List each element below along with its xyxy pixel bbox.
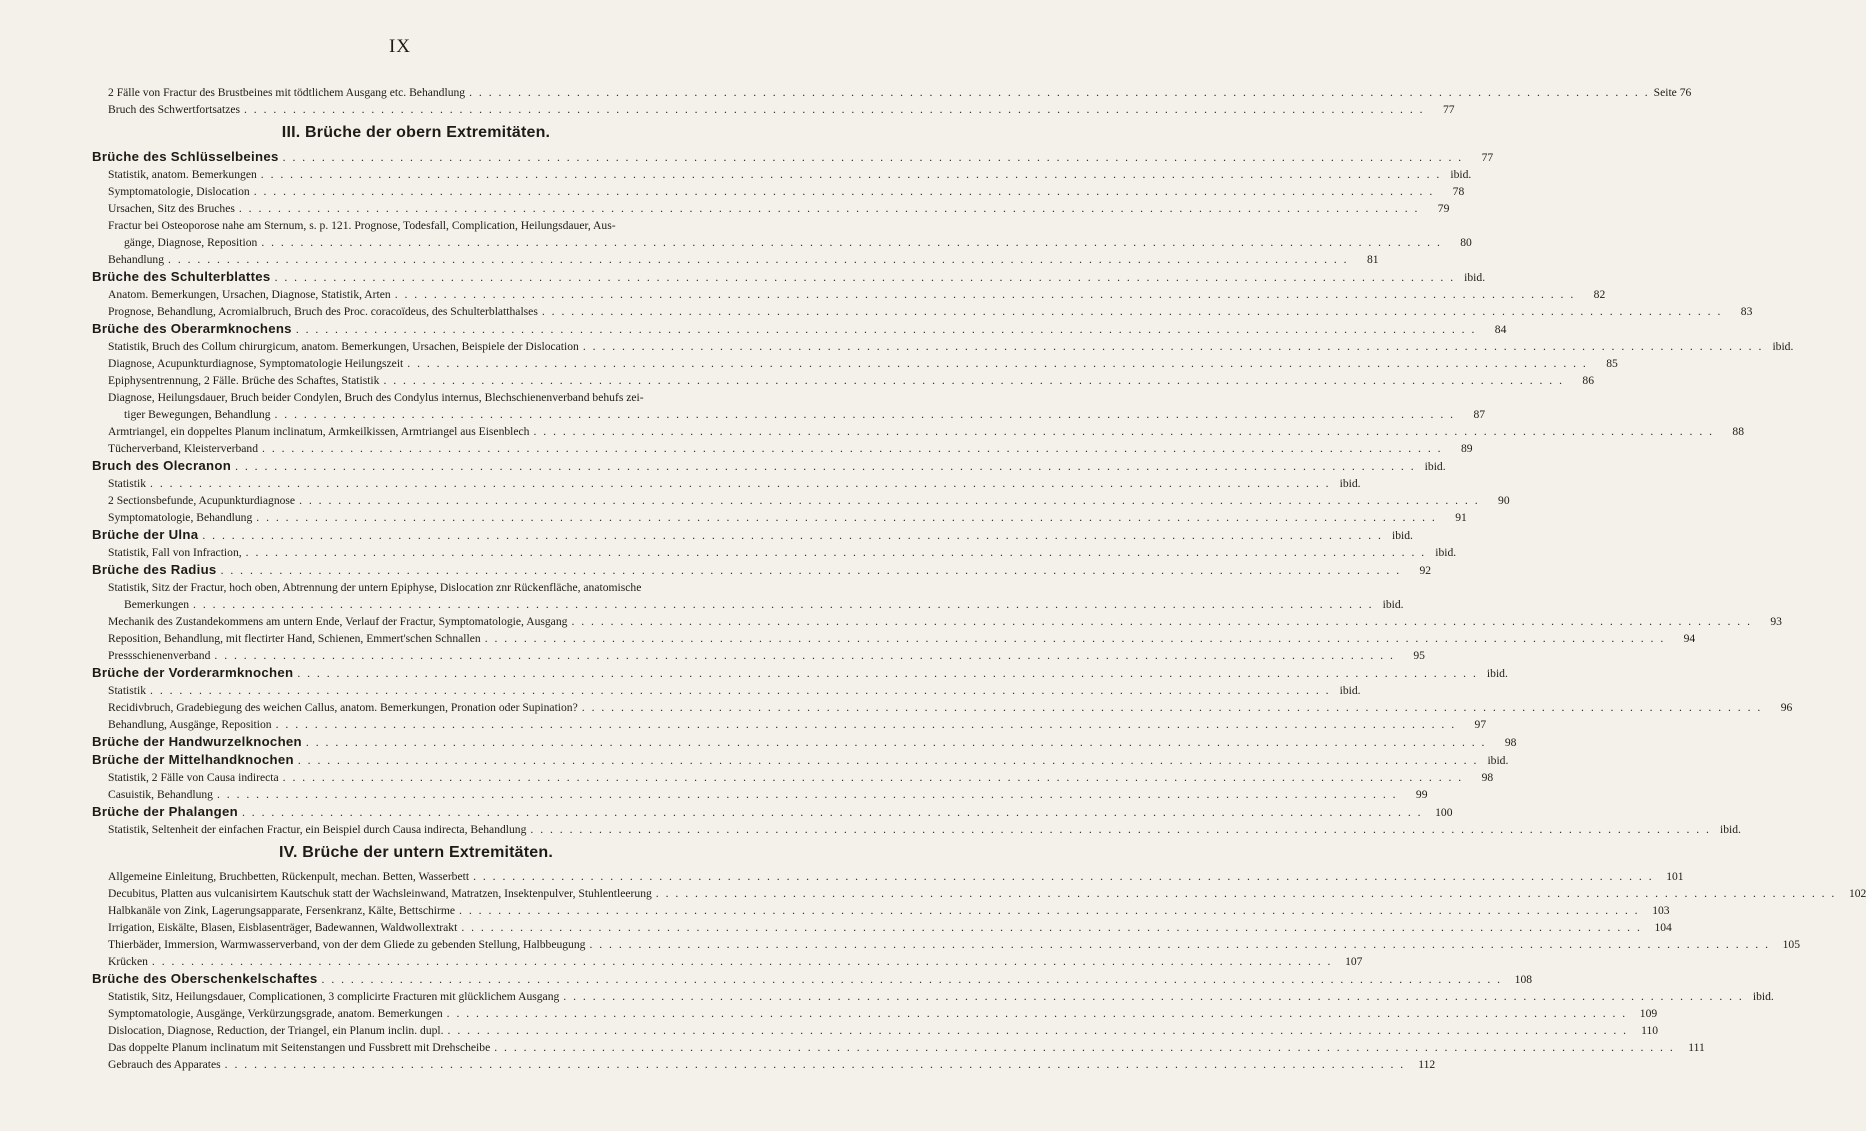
dot-leader	[571, 613, 1752, 630]
toc-entry	[92, 286, 1606, 303]
entry-text: gänge, Diagnose, Reposition	[124, 236, 258, 249]
toc-entry	[92, 1039, 1705, 1056]
page-ref: 77	[1442, 103, 1455, 116]
page-ref: 89	[1460, 442, 1473, 455]
entry-text: Brüche des Radius	[92, 562, 217, 577]
page-ref: 82	[1593, 288, 1606, 301]
toc-chapter	[92, 148, 1494, 166]
page-ref: 95	[1413, 649, 1425, 662]
entry-text: Statistik	[108, 684, 147, 697]
dot-leader	[461, 919, 1642, 936]
page-ref: ibid.	[1772, 340, 1794, 353]
page-ref: ibid.	[1450, 168, 1472, 181]
dot-leader	[283, 149, 1464, 166]
entry-text: Brüche des Oberschenkelschaftes	[92, 971, 318, 986]
page-ref: Seite 76	[1653, 86, 1692, 99]
toc-entry	[92, 101, 1455, 118]
page-ref: 84	[1494, 323, 1507, 336]
dot-leader	[262, 440, 1443, 457]
toc-entry	[92, 769, 1494, 786]
page-ref: 93	[1770, 615, 1782, 628]
entry-text: Thierbäder, Immersion, Warmwasserverband, von der dem Gliede zu gebenden Stellung, Halbbeugung	[108, 938, 586, 951]
toc-entry-continuation	[108, 406, 1486, 423]
toc-entry	[92, 166, 1472, 183]
page-ref: 110	[1641, 1024, 1659, 1037]
toc-chapter	[92, 268, 1486, 286]
toc-entry	[92, 716, 1487, 733]
page-ref: 96	[1780, 701, 1793, 714]
entry-text: Statistik	[108, 477, 147, 490]
toc-chapter	[92, 664, 1508, 682]
entry-text: Bemerkungen	[124, 598, 190, 611]
section-heading-upper-extremities: III. Brüche der obern Extremitäten.	[281, 124, 551, 141]
entry-text: Halbkanäle von Zink, Lagerungsapparate, Fersenkranz, Kälte, Bettschirme	[108, 904, 456, 917]
dot-leader	[447, 1005, 1628, 1022]
page-ref: 109	[1639, 1007, 1658, 1020]
dot-leader	[582, 699, 1763, 716]
toc-entry	[92, 885, 1866, 902]
page-ref: 101	[1666, 870, 1684, 883]
toc-entry-wrapped	[92, 217, 1472, 251]
page-ref: 102	[1848, 887, 1866, 900]
page-ref: 111	[1688, 1041, 1705, 1054]
toc-entry	[92, 509, 1467, 526]
entry-text: Symptomatologie, Behandlung	[108, 511, 253, 524]
entry-text: tiger Bewegungen, Behandlung	[124, 408, 271, 421]
page-ref: 100	[1435, 806, 1453, 819]
dot-leader	[542, 303, 1723, 320]
entry-text: 2 Sectionsbefunde, Acupunkturdiagnose	[108, 494, 296, 507]
page-ref: 87	[1473, 408, 1486, 421]
entry-text: Symptomatologie, Dislocation	[108, 185, 250, 198]
dot-leader	[589, 936, 1770, 953]
entry-text: Krücken	[108, 955, 148, 968]
toc-entry	[92, 988, 1774, 1005]
dot-leader	[150, 682, 1331, 699]
dot-leader	[214, 647, 1395, 664]
dot-leader	[217, 786, 1398, 803]
page-number: IX	[388, 36, 412, 57]
toc-entry	[92, 440, 1473, 457]
page-ref: 90	[1498, 494, 1510, 507]
page-ref: 105	[1782, 938, 1800, 951]
entry-text: Irrigation, Eiskälte, Blasen, Eisblasenträger, Badewannen, Waldwollextrakt	[108, 921, 458, 934]
entry-text: Casuistik, Behandlung	[108, 788, 213, 801]
entry-text: Symptomatologie, Ausgänge, Verkürzungsgrade, anatom. Bemerkungen	[108, 1007, 443, 1020]
entry-text: Statistik, 2 Fälle von Causa indirecta	[108, 771, 279, 784]
page-ref: 94	[1683, 632, 1696, 645]
entry-text: 2 Fälle von Fractur des Brustbeines mit tödtlichem Ausgang etc. Behandlung	[108, 86, 466, 99]
toc-entry	[92, 953, 1363, 970]
toc-entry	[92, 786, 1428, 803]
section-lower-extremities	[92, 868, 1866, 1073]
entry-text: Brüche des Schlüsselbeines	[92, 149, 279, 164]
dot-leader	[235, 458, 1416, 475]
page-ref: 107	[1345, 955, 1363, 968]
toc-entry	[92, 699, 1793, 716]
page-ref: ibid.	[1339, 477, 1361, 490]
toc-entry	[92, 423, 1745, 440]
toc-entry	[92, 338, 1794, 355]
dot-leader	[299, 492, 1480, 509]
toc-chapter	[92, 970, 1533, 988]
page-ref: 112	[1418, 1058, 1436, 1071]
toc-entry-wrapped	[92, 389, 1486, 423]
page-ref: 98	[1504, 736, 1517, 749]
dot-leader	[261, 166, 1442, 183]
toc-entry	[92, 868, 1684, 885]
entry-text: Behandlung	[108, 253, 165, 266]
dot-leader	[322, 971, 1503, 988]
entry-text: Brüche der Handwurzelknochen	[92, 734, 302, 749]
dot-leader	[193, 596, 1374, 613]
dot-leader	[150, 475, 1331, 492]
toc-chapter	[92, 526, 1413, 544]
entry-text: Brüche der Mittelhandknochen	[92, 752, 294, 767]
entry-text: Brüche des Oberarmknochens	[92, 321, 292, 336]
dot-leader	[296, 321, 1477, 338]
toc-chapter	[92, 803, 1453, 821]
toc-entry	[92, 84, 1692, 101]
entry-text: Das doppelte Planum inclinatum mit Seitenstangen und Fussbrett mit Drehscheibe	[108, 1041, 491, 1054]
page-ref: 92	[1419, 564, 1432, 577]
entry-text: Brüche der Phalangen	[92, 804, 238, 819]
entry-text-first-line: Statistik, Sitz der Fractur, hoch oben, Abtrennung der untern Epiphyse, Dislocation znr Rückenfläche, anatomische	[108, 581, 642, 594]
dot-leader	[494, 1039, 1675, 1056]
entry-text: Statistik, Bruch des Collum chirurgicum, anatom. Bemerkungen, Ursachen, Beispiele der Dislocation	[108, 340, 579, 353]
toc-entry	[92, 1056, 1436, 1073]
dot-leader	[242, 804, 1423, 821]
entry-text: Brüche des Schulterblattes	[92, 269, 271, 284]
section-upper-extremities	[92, 148, 1794, 838]
dot-leader	[297, 665, 1478, 682]
page-ref: 79	[1437, 202, 1450, 215]
page-ref: 108	[1514, 973, 1533, 986]
toc-entry-continuation	[108, 234, 1472, 251]
entry-text: Statistik, Fall von Infraction,	[108, 546, 242, 559]
toc-entry	[92, 355, 1618, 372]
toc-entry	[92, 630, 1696, 647]
dot-leader	[275, 406, 1456, 423]
page-ref: ibid.	[1752, 990, 1774, 1003]
entry-text: Pressschienenverband	[108, 649, 211, 662]
entry-text: Diagnose, Acupunkturdiagnose, Symptomatologie Heilungszeit	[108, 357, 404, 370]
page-ref: 83	[1740, 305, 1753, 318]
entry-text: Prognose, Behandlung, Acromialbruch, Bruch des Proc. coracoïdeus, des Schulterblatthalses	[108, 305, 538, 318]
page-ref: 104	[1654, 921, 1672, 934]
toc-entry	[92, 902, 1670, 919]
entry-text: Epiphysentrennung, 2 Fälle. Brüche des Schaftes, Statistik	[108, 374, 380, 387]
toc-entry	[92, 821, 1741, 838]
page-ref: 88	[1732, 425, 1745, 438]
dot-leader	[168, 251, 1349, 268]
toc-entry	[92, 492, 1510, 509]
dot-leader	[306, 734, 1487, 751]
dot-leader	[448, 1022, 1629, 1039]
entry-text: Mechanik des Zustandekommens am untern Ende, Verlauf der Fractur, Symptomatologie, Ausgang	[108, 615, 568, 628]
entry-text: Anatom. Bemerkungen, Ursachen, Diagnose, Statistik, Arten	[108, 288, 391, 301]
entry-text: Behandlung, Ausgänge, Reposition	[108, 718, 272, 731]
page-ref: 86	[1582, 374, 1594, 387]
toc-entry	[92, 183, 1465, 200]
entry-text: Decubitus, Platten aus vulcanisirtem Kautschuk statt der Wachsleinwand, Matratzen, Insektenpulver, Stuhlentleerung	[108, 887, 652, 900]
dot-leader	[469, 84, 1650, 101]
toc-chapter	[92, 751, 1509, 769]
entry-text: Armtriangel, ein doppeltes Planum inclinatum, Armkeilkissen, Armtriangel aus Eisenblech	[108, 425, 530, 438]
entry-text-first-line: Fractur bei Osteoporose nahe am Sternum, s. p. 121. Prognose, Todesfall, Complication, Heilungsdauer, Aus-	[108, 219, 616, 232]
toc-entry	[92, 1005, 1658, 1022]
page-ref: ibid.	[1424, 460, 1446, 473]
dot-leader	[244, 101, 1425, 118]
entry-text: Recidivbruch, Gradebiegung des weichen Callus, anatom. Bemerkungen, Pronation oder Supination?	[108, 701, 578, 714]
dot-leader	[407, 355, 1588, 372]
page-ref: 97	[1474, 718, 1487, 731]
entry-text: Allgemeine Einleitung, Bruchbetten, Rückenpult, mechan. Betten, Wasserbett	[108, 870, 470, 883]
dot-leader	[395, 286, 1576, 303]
toc-entry	[92, 372, 1594, 389]
toc-entry	[92, 200, 1450, 217]
entry-text: Ursachen, Sitz des Bruches	[108, 202, 235, 215]
section-heading-lower-extremities: IV. Brüche der untern Extremitäten.	[278, 844, 554, 861]
toc-chapter	[92, 320, 1507, 338]
page-ref: 85	[1606, 357, 1618, 370]
entry-text: Dislocation, Diagnose, Reduction, der Triangel, ein Planum inclin. dupl.	[108, 1024, 444, 1037]
dot-leader	[473, 868, 1654, 885]
dot-leader	[563, 988, 1744, 1005]
entry-text: Tücherverband, Kleisterverband	[108, 442, 259, 455]
toc-entry	[92, 303, 1753, 320]
page-ref: ibid.	[1464, 271, 1486, 284]
page-ref: ibid.	[1435, 546, 1457, 559]
dot-leader	[275, 269, 1456, 286]
toc-entry	[92, 1022, 1659, 1039]
entry-text: Reposition, Behandlung, mit flectirter Hand, Schienen, Emmert'schen Schnallen	[108, 632, 481, 645]
toc-entry	[92, 475, 1361, 492]
page-ref: 98	[1481, 771, 1494, 784]
toc-chapter	[92, 733, 1517, 751]
dot-leader	[256, 509, 1437, 526]
dot-leader	[283, 769, 1464, 786]
toc-entry-continuation	[108, 596, 1404, 613]
page-ref: ibid.	[1486, 667, 1508, 680]
table-of-contents	[92, 84, 1866, 1073]
page-ref: ibid.	[1487, 754, 1509, 767]
page-ref: 78	[1452, 185, 1465, 198]
toc-entry	[92, 613, 1782, 630]
entry-text: Bruch des Olecranon	[92, 458, 232, 473]
toc-chapter	[92, 457, 1446, 475]
page-ref: 99	[1415, 788, 1428, 801]
dot-leader	[583, 338, 1764, 355]
entry-text: Bruch des Schwertfortsatzes	[108, 103, 240, 116]
page-ref: 91	[1455, 511, 1467, 524]
toc-entry	[92, 251, 1379, 268]
toc-entry	[92, 936, 1800, 953]
toc-entry	[92, 682, 1361, 699]
page-ref: 103	[1652, 904, 1670, 917]
toc-chapter	[92, 561, 1432, 579]
intro-entries	[92, 84, 1692, 118]
entry-text: Brüche der Ulna	[92, 527, 199, 542]
dot-leader	[152, 953, 1333, 970]
dot-leader	[276, 716, 1457, 733]
entry-text: Statistik, Seltenheit der einfachen Fractur, ein Beispiel durch Causa indirecta, Behandlung	[108, 823, 527, 836]
page-ref: ibid.	[1391, 529, 1413, 542]
entry-text: Brüche der Vorderarmknochen	[92, 665, 294, 680]
dot-leader	[485, 630, 1666, 647]
dot-leader	[261, 234, 1442, 251]
dot-leader	[656, 885, 1837, 902]
dot-leader	[225, 1056, 1406, 1073]
toc-entry	[92, 919, 1672, 936]
dot-leader	[239, 200, 1420, 217]
page-ref: ibid.	[1720, 823, 1741, 836]
dot-leader	[383, 372, 1564, 389]
entry-text: Statistik, Sitz, Heilungsdauer, Complicationen, 3 complicirte Fracturen mit glücklichem Ausgang	[108, 990, 560, 1003]
dot-leader	[459, 902, 1640, 919]
toc-entry	[92, 544, 1457, 561]
dot-leader	[254, 183, 1435, 200]
page-ref: 80	[1460, 236, 1472, 249]
toc-entry-wrapped	[92, 579, 1404, 613]
page-ref: 81	[1366, 253, 1379, 266]
entry-text-first-line: Diagnose, Heilungsdauer, Bruch beider Condylen, Bruch des Condylus internus, Blechschienenverband behufs zei-	[108, 391, 644, 404]
dot-leader	[298, 752, 1479, 769]
page-ref: ibid.	[1382, 598, 1404, 611]
page-ref: ibid.	[1339, 684, 1361, 697]
toc-entry	[92, 647, 1425, 664]
dot-leader	[530, 821, 1711, 838]
dot-leader	[533, 423, 1714, 440]
entry-text: Statistik, anatom. Bemerkungen	[108, 168, 257, 181]
entry-text: Gebrauch des Apparates	[108, 1058, 221, 1071]
dot-leader	[221, 562, 1402, 579]
dot-leader	[202, 527, 1383, 544]
page-ref: 77	[1481, 151, 1494, 164]
dot-leader	[246, 544, 1427, 561]
